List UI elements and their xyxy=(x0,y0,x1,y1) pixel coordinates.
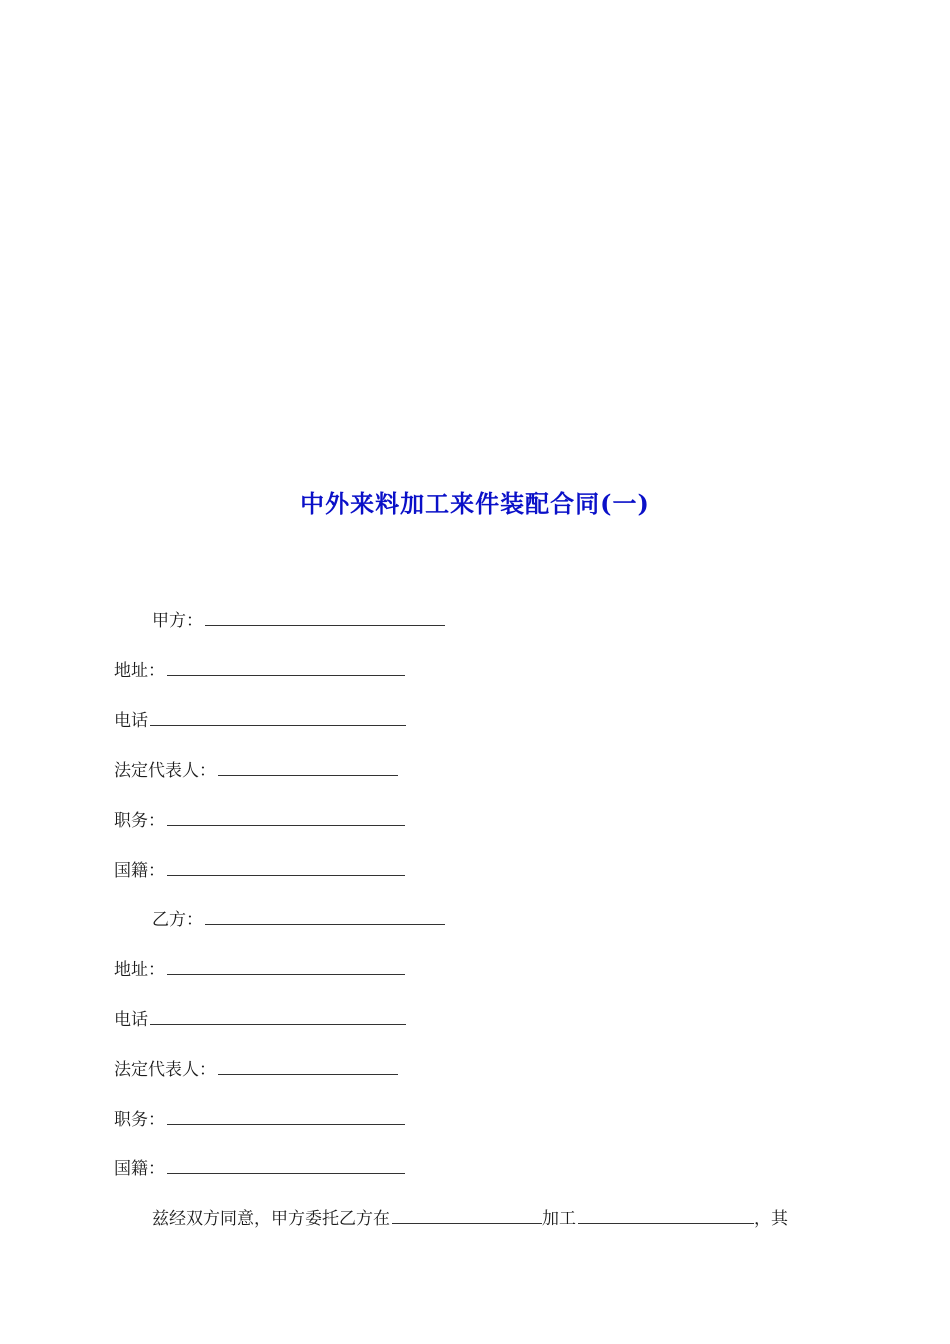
intro-location-blank[interactable] xyxy=(392,1203,542,1224)
party-b-label: 乙方： xyxy=(152,910,203,930)
party-a-position-line xyxy=(114,805,405,836)
party-a-phone-label: 电话 xyxy=(114,711,148,731)
party-a-line xyxy=(152,605,445,636)
party-b-address-label: 地址： xyxy=(114,960,165,980)
party-b-blank[interactable] xyxy=(205,904,445,925)
party-b-position-line xyxy=(114,1104,405,1135)
party-b-phone-blank[interactable] xyxy=(150,1004,406,1025)
party-a-nationality-label: 国籍： xyxy=(114,861,165,881)
intro-text-1: 兹经双方同意，甲方委托乙方在 xyxy=(152,1209,390,1229)
party-b-position-blank[interactable] xyxy=(167,1104,405,1125)
party-b-address-blank[interactable] xyxy=(167,954,405,975)
party-a-position-blank[interactable] xyxy=(167,805,405,826)
party-b-phone-line xyxy=(114,1004,406,1035)
intro-text-2: 加工 xyxy=(542,1209,576,1229)
party-a-nationality-line xyxy=(114,855,405,886)
party-b-legal-rep-line xyxy=(114,1054,398,1085)
party-b-nationality-label: 国籍： xyxy=(114,1159,165,1179)
party-a-legal-rep-line xyxy=(114,755,398,786)
document-title: 中外来料加工来件装配合同(一) xyxy=(300,489,650,518)
party-b-phone-label: 电话 xyxy=(114,1010,148,1030)
party-a-nationality-blank[interactable] xyxy=(167,855,405,876)
party-a-label: 甲方： xyxy=(152,611,203,631)
intro-product-blank[interactable] xyxy=(578,1203,754,1224)
party-b-nationality-blank[interactable] xyxy=(167,1153,405,1174)
party-a-position-label: 职务： xyxy=(114,811,165,831)
party-a-address-label: 地址： xyxy=(114,661,165,681)
party-a-phone-line xyxy=(114,705,406,736)
party-a-address-blank[interactable] xyxy=(167,655,405,676)
party-a-blank[interactable] xyxy=(205,605,445,626)
party-b-line xyxy=(152,904,445,935)
party-a-phone-blank[interactable] xyxy=(150,705,406,726)
party-a-legal-rep-blank[interactable] xyxy=(218,755,398,776)
party-a-address-line xyxy=(114,655,405,686)
intro-paragraph xyxy=(152,1203,788,1234)
intro-text-3: ，其 xyxy=(754,1209,788,1229)
party-a-legal-rep-label: 法定代表人： xyxy=(114,761,216,781)
party-b-address-line xyxy=(114,954,405,985)
party-b-position-label: 职务： xyxy=(114,1110,165,1130)
party-b-legal-rep-blank[interactable] xyxy=(218,1054,398,1075)
party-b-legal-rep-label: 法定代表人： xyxy=(114,1060,216,1080)
party-b-nationality-line xyxy=(114,1153,405,1184)
